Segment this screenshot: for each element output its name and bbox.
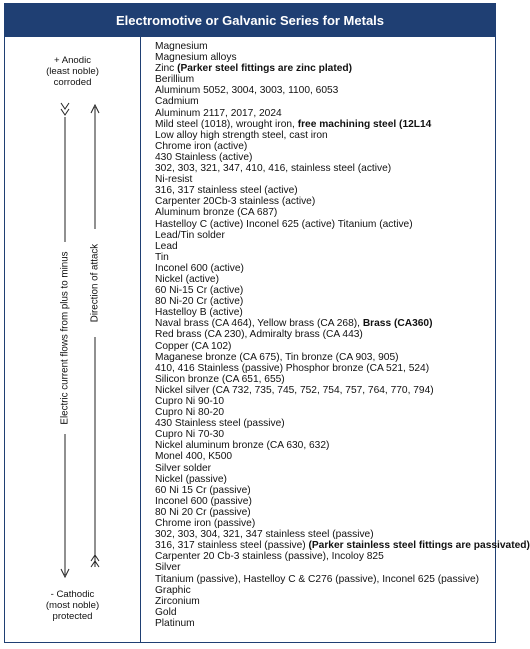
metal-name: 430 Stainless steel (passive) — [155, 418, 285, 430]
metal-name: 410, 416 Stainless (passive) Phosphor bronze (CA 521, 524) — [155, 362, 430, 374]
current-flow-label: Electric current flows from plus to minus — [59, 251, 71, 425]
metal-row — [155, 385, 491, 396]
metal-row — [155, 307, 491, 318]
metal-row — [155, 562, 491, 573]
metal-name: Hastelloy C (active) Inconel 625 (active) Titanium (active) — [155, 218, 413, 230]
metal-row — [155, 329, 491, 340]
metal-note-bold: Brass (CA360) — [362, 318, 433, 330]
metal-row — [155, 574, 491, 585]
metal-row — [155, 352, 491, 363]
metal-row — [155, 219, 491, 230]
metal-row — [155, 207, 491, 218]
metal-row — [155, 474, 491, 485]
metal-row — [155, 252, 491, 263]
galvanic-series-table — [4, 3, 530, 643]
cathodic-state: protected — [52, 611, 93, 622]
metal-name: Hastelloy B (active) — [155, 307, 243, 319]
metal-row — [155, 374, 491, 385]
metal-name: Cadmium — [155, 96, 199, 108]
metal-name: Nickel aluminum bronze (CA 630, 632) — [155, 440, 330, 452]
metal-row — [155, 163, 491, 174]
metal-row — [155, 596, 491, 607]
metal-row — [155, 341, 491, 352]
metal-note-bold: free machining steel (12L14 — [297, 118, 432, 130]
metal-name: Nickel silver (CA 732, 735, 745, 752, 754, 757, 764, 770, 794) — [155, 384, 434, 396]
metal-name: Chrome iron (active) — [155, 140, 248, 152]
metal-row — [155, 618, 491, 629]
metal-row — [155, 551, 491, 562]
metal-row — [155, 363, 491, 374]
metal-name: Aluminum 5052, 3004, 3003, 1100, 6053 — [155, 85, 339, 97]
metal-list — [155, 41, 530, 629]
metal-name: Lead — [155, 240, 178, 252]
metal-row — [155, 463, 491, 474]
cathodic-label — [5, 589, 140, 622]
metal-row — [155, 285, 491, 296]
metal-name: Graphic — [155, 584, 191, 596]
metal-name: 302, 303, 304, 321, 347 stainless steel (passive) — [155, 529, 374, 541]
metal-name: Inconel 600 (passive) — [155, 495, 252, 507]
metal-name: Mild steel (1018), wrought iron, — [155, 118, 298, 130]
metal-name: Chrome iron (passive) — [155, 518, 256, 530]
metal-name: Aluminum 2117, 2017, 2024 — [155, 107, 282, 119]
attack-direction-label: Direction of attack — [89, 243, 101, 323]
metal-row — [155, 496, 491, 507]
metal-name: Carpenter 20 Cb-3 stainless (passive), Incoloy 825 — [155, 551, 384, 563]
metal-name: Aluminum bronze (CA 687) — [155, 207, 278, 219]
metal-name: Inconel 600 (active) — [155, 262, 244, 274]
metal-name: Zinc — [155, 63, 178, 75]
metal-row — [155, 518, 491, 529]
cathodic-note: (most noble) — [45, 600, 100, 611]
metal-row — [155, 63, 491, 74]
metal-row — [155, 440, 491, 451]
metal-name: 60 Ni-15 Cr (active) — [155, 285, 244, 297]
metal-name: Carpenter 20Cb-3 stainless (active) — [155, 196, 316, 208]
metal-row — [155, 119, 491, 130]
metal-note-bold: (Parker stainless steel fittings are passivated) — [308, 540, 530, 552]
attack-arrow — [91, 105, 99, 567]
metal-row — [155, 540, 530, 552]
metal-row — [155, 407, 491, 418]
metal-name: Monel 400, K500 — [155, 451, 233, 463]
metal-row — [155, 141, 491, 152]
metal-name: 316, 317 stainless steel (passive) — [155, 540, 309, 552]
metal-row — [155, 52, 491, 63]
metal-row — [155, 241, 491, 252]
table-title: Electromotive or Galvanic Series for Metals — [5, 4, 495, 37]
metal-row — [155, 318, 491, 329]
metal-name: Cupro Ni 70-30 — [155, 429, 225, 441]
metal-row — [155, 585, 491, 596]
metal-name: 60 Ni 15 Cr (passive) — [155, 484, 251, 496]
metal-name: Nickel (active) — [155, 273, 219, 285]
metal-name: 430 Stainless (active) — [155, 151, 253, 163]
metal-row — [155, 85, 491, 96]
metal-name: 80 Ni-20 Cr (active) — [155, 296, 244, 308]
metal-name: Silver — [155, 562, 181, 574]
metal-row — [155, 263, 491, 274]
metal-row — [155, 74, 491, 85]
metal-row — [155, 152, 491, 163]
metal-row — [155, 507, 491, 518]
cathodic-sign: - Cathodic — [50, 589, 95, 600]
metal-row — [155, 108, 491, 119]
metal-name: 316, 317 stainless steel (active) — [155, 185, 298, 197]
metal-row — [155, 230, 491, 241]
metal-name: Silicon bronze (CA 651, 655) — [155, 373, 285, 385]
direction-column — [5, 37, 141, 642]
direction-arrows — [5, 37, 140, 643]
metal-name: Magnesium alloys — [155, 52, 237, 64]
metal-name: Low alloy high strength steel, cast iron — [155, 129, 328, 141]
metal-name: Copper (CA 102) — [155, 340, 232, 352]
metal-name: Ni-resist — [155, 174, 193, 186]
metal-name: Titanium (passive), Hastelloy C & C276 (passive), Inconel 625 (passive) — [155, 573, 480, 585]
metal-name: Red brass (CA 230), Admiralty brass (CA 443) — [155, 329, 363, 341]
metal-row — [155, 607, 491, 618]
anodic-note: (least noble) — [46, 66, 99, 77]
metal-row — [155, 274, 491, 285]
metal-row — [155, 396, 491, 407]
anodic-sign: + Anodic — [53, 55, 92, 66]
metal-name: 302, 303, 321, 347, 410, 416, stainless steel (active) — [155, 163, 392, 175]
metal-name: Maganese bronze (CA 675), Tin bronze (CA 903, 905) — [155, 351, 399, 363]
metal-name: 80 Ni 20 Cr (passive) — [155, 506, 251, 518]
metal-name: Zirconium — [155, 595, 200, 607]
metal-name: Lead/Tin solder — [155, 229, 225, 241]
metal-name: Cupro Ni 90-10 — [155, 396, 225, 407]
metal-row — [155, 174, 491, 185]
metal-name: Magnesium — [155, 41, 208, 52]
metal-name: Platinum — [155, 617, 195, 629]
metal-name: Nickel (passive) — [155, 473, 227, 485]
metal-row — [155, 296, 491, 307]
metal-row — [155, 485, 491, 496]
metal-row — [155, 96, 491, 107]
metal-row — [155, 185, 491, 196]
metal-row — [155, 130, 491, 141]
metal-name: Gold — [155, 606, 177, 618]
metal-row — [155, 451, 491, 462]
metal-row — [155, 196, 491, 207]
metal-name: Cupro Ni 80-20 — [155, 407, 225, 419]
metal-row — [155, 418, 491, 429]
metal-row — [155, 529, 491, 540]
metal-name: Silver solder — [155, 462, 212, 474]
metal-note-bold: (Parker steel fittings are zinc plated) — [177, 63, 353, 75]
anodic-state: corroded — [53, 77, 92, 88]
metal-name: Tin — [155, 251, 169, 263]
metal-name: Naval brass (CA 464), Yellow brass (CA 268), — [155, 318, 363, 330]
metal-row — [155, 41, 491, 52]
metal-name: Berillium — [155, 74, 195, 86]
metal-row — [155, 429, 491, 440]
